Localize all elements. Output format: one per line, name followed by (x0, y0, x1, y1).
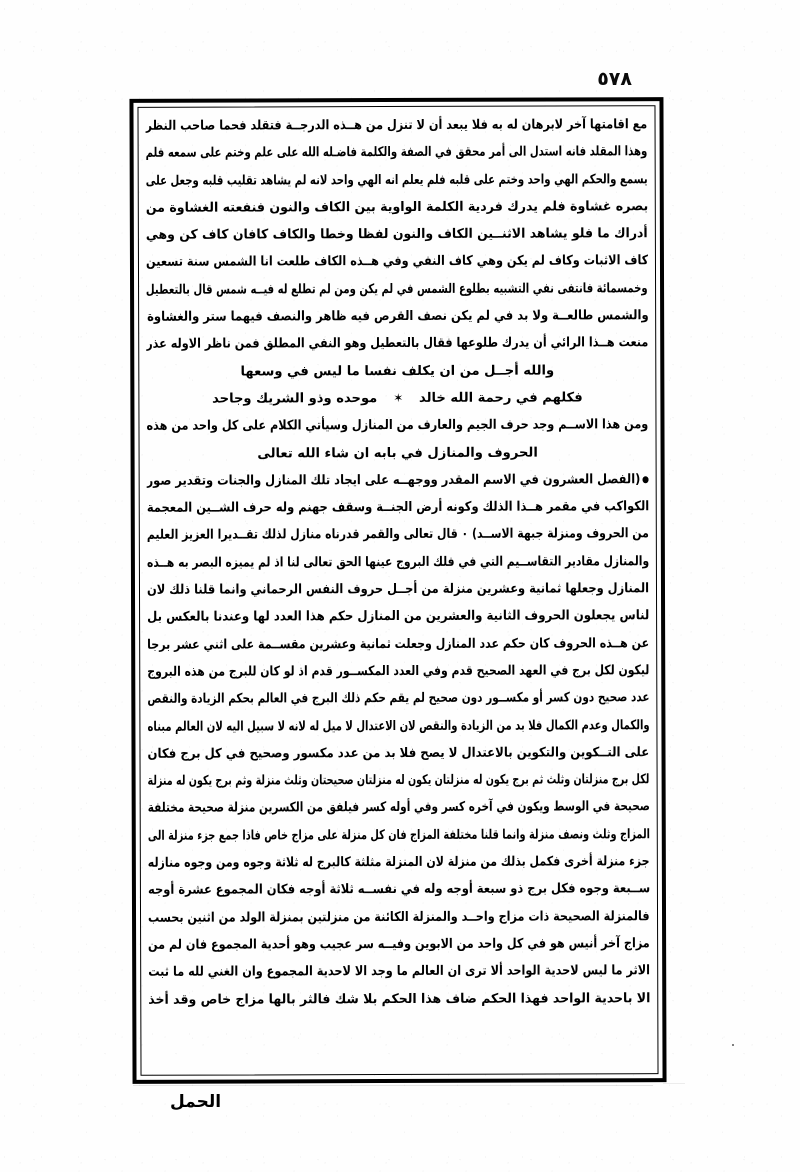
manuscript-line-text: لناس يجعلون الحروف الثانية والعشرين من المنازل حكم هذا العدد لها وعندنا بالعكس بل (147, 608, 650, 626)
manuscript-line-text: الا باحدية الواحد فهذا الحكم ضاف هذا الحكم بلا شك فالثر بالها مزاج خاص وقد أخذ (148, 990, 651, 1008)
manuscript-line-text: وخمسمائة فانتفى نفي التشبيه بطلوع الشمس في لم يكن ومن لم تطلع له فيــه شمس قال بالتعطيل (146, 280, 649, 298)
manuscript-line-text: مزاج آخر أنيس هو في كل واحد من الابوين وفيــه سر عجيب وهو أحدية المجموع فان لم من (148, 936, 651, 953)
scan-artifact-line (663, 1083, 685, 1084)
manuscript-line (147, 630, 649, 659)
section-bullet-icon (643, 476, 649, 483)
manuscript-line-text: يسمع والحكم الهي واحد وختم على قلبه فلم يعلم انه الهي واحد لانه لم يشاهد تقليب قلبه وجعل على (145, 171, 648, 189)
manuscript-line-text: والشمس طالعــة ولا بد في لم يكن نصف القرص فيه ظاهر والنصف فيهما ستر والغشاوة (146, 308, 649, 325)
manuscript-line (147, 548, 649, 577)
manuscript-line (147, 575, 649, 604)
manuscript-line-text: والله أجــل من ان يكلف نفسا ما ليس في وسعها (240, 363, 555, 380)
manuscript-line (146, 248, 648, 277)
manuscript-line (147, 684, 649, 713)
manuscript-line (148, 766, 650, 795)
manuscript-line (146, 166, 648, 195)
manuscript-line-text: الحروف والمنازل في بابه ان شاء الله تعالى (257, 445, 538, 462)
manuscript-line-tail (146, 357, 648, 386)
manuscript-line (145, 111, 647, 140)
manuscript-line-text: المنازل وجعلها ثمانية وعشرين منزلة من أجــل حروف النفس الرحماني وانما قلنا ذلك لان (146, 581, 650, 598)
verse-hemistich-left: موحده وذو الشريك وجاحد (212, 391, 378, 407)
manuscript-line-text: ليكون لكل برج في العهد الصحيح قدم وفي العدد المكســور قدم اذ لو كان للبرج من هذه البروج (147, 663, 650, 680)
scan-artifact-line (133, 1085, 653, 1086)
manuscript-line-text: والمنازل مقادير التقاســيم التي في فلك البروج عينها الحق تعالى لنا اذ لم يميزه البصر به هــذه (146, 553, 649, 571)
manuscript-line-text: كاف الاثبات وكاف لم يكن وهي كاف النفي وفي هــذه الكاف طلعت انا الشمس سنة تسعين (145, 253, 648, 271)
manuscript-line (147, 657, 649, 686)
section-opening-text (147, 466, 649, 495)
manuscript-line-text: صحيحة في الوسط ويكون في آخره كسر وفي أوله كسر فيلفق من الكسرين منزلة صحيحة مختلفة (147, 799, 650, 817)
manuscript-line-text: (الفصل العشرون في الاسم المقدر ووجهــه على ايجاد تلك المنازل والجنات وتقدير صور (146, 472, 641, 489)
manuscript-line (147, 712, 649, 741)
manuscript-line (147, 493, 649, 522)
manuscript-line-text: المزاج وثلث ونصف منزلة وانما قلنا مختلفة المزاج فان كل منزلة على مزاج خاص فاذا جمع جزء منزلة الى (147, 826, 650, 844)
manuscript-line (146, 139, 648, 168)
manuscript-verse-line (146, 384, 648, 413)
manuscript-line-text: منعت هــذا الرائي أن يدرك طلوعها فقال بالتعطيل وهو النفي المطلق فمن ناظر الاوله عذر (146, 335, 649, 353)
manuscript-line-text: ومن هذا الاســم وجد حرف الجيم والعارف من المنازل وسيأتي الكلام على كل واحد من هذه (146, 417, 649, 435)
text-frame-border (129, 97, 666, 1084)
manuscript-line (146, 220, 648, 249)
manuscript-line-text: لكل برج منزلتان وثلث ثم برج يكون له منزلتان يكون له منزلتان صحيحتان وثلث منزلة وثم برج يكون له منزلة (147, 772, 650, 789)
manuscript-line (147, 521, 649, 550)
manuscript-line (147, 603, 649, 632)
manuscript-line-text: بصره غشاوة فلم يدرك فردية الكلمة الواوية بين الكاف والنون فنفعته الغشاوة من (145, 199, 648, 216)
manuscript-line (146, 330, 648, 359)
manuscript-section-heading (147, 466, 649, 495)
manuscript-line (148, 821, 650, 850)
manuscript-line-text: أدراك ما فلو يشاهد الاثنــين الكاف والنون لفظا وخطا والكاف كافان كاف كن وهي (146, 226, 648, 243)
manuscript-line-text: عن هــذه الحروف كان حكم عدد المنازل وجعلت ثمانية وعشرين مقســمة على اثني عشر برجا (147, 635, 650, 653)
manuscript-line (148, 794, 650, 823)
catchword: الحمل (170, 1092, 222, 1112)
manuscript-line-text: الكواكب في مقمر هــذا الذلك وكونه أرض الجنــة وسقف جهنم وله حرف الشــين المعجمة (146, 499, 649, 516)
manuscript-line (148, 957, 650, 986)
manuscript-line (148, 848, 650, 877)
manuscript-line (148, 903, 650, 932)
manuscript-line-text: والكمال وعدم الكمال فلا بد من الزيادة والنقص لان الاعتدال لا ميل له لانه لا سبيل اليه لان العالم مبناه (147, 717, 650, 735)
manuscript-text-body (145, 111, 650, 1070)
manuscript-line (146, 411, 648, 440)
manuscript-line-text: فالمنزلة الصحيحة ذات مزاج واحــد والمنزلة الكائنة من منزلتين بمنزلة الولد من اثنين بحسب (148, 908, 651, 926)
manuscript-line-text: جزء منزلة أخرى فكمل بذلك من منزلة لان المنزلة مثلثة كالبرج له ثلاثة وجوه ومن وجوه منازله (148, 854, 650, 871)
manuscript-line-text: الاثر ما ليس لاحدية الواحد ألا ترى ان العالم ما وجد الا لاحدية المجموع وان الغني لله ما ثبت (148, 963, 651, 980)
verse-separator-star: ✶ (393, 390, 404, 405)
manuscript-line (148, 985, 650, 1014)
scan-artifact-dot (732, 1044, 734, 1046)
manuscript-line (146, 275, 648, 304)
manuscript-line (148, 876, 650, 905)
manuscript-line-tail (147, 439, 649, 468)
verse-hemistich-right: فكلهم في رحمة الله خالد (418, 390, 583, 407)
manuscript-line-text: عدد صحيح دون كسر أو مكســور دون صحيح لم يقم حكم ذلك البرج في العالم بحكم الزيادة والنقص (147, 690, 650, 708)
manuscript-line-text: على التــكوين والتكوين بالاعتدال لا يصح فلا بد من عدد مكسور وصحيح في كل برج فكان (147, 745, 650, 762)
manuscript-line-text: وهذا المقلد فانه استدل الى أمر محقق في الصفة والكلمة فاضـله الله على علم وختم على سمعه فلم (145, 144, 648, 162)
manuscript-line-text: ســبعة وجوه فكل برج ذو سبعة أوجه وله في نفســه ثلاثة أوجه فكان المجموع عشرة أوجه (147, 881, 650, 899)
manuscript-line (146, 193, 648, 222)
manuscript-line (148, 930, 650, 959)
manuscript-line-text: مع اقامتها آخر لابرهان له به فلا يبعد أن لا تنزل من هــذه الدرجــة فتقلد فحما صاحب النظر (145, 117, 648, 134)
manuscript-line-text: من الحروف ومنزلة جبهة الاســد) ۰ قال تعالى والقمر قدرناه منازل لذلك تقــديرا العزيز العليم (146, 526, 649, 544)
manuscript-line (147, 739, 649, 768)
manuscript-line (146, 302, 648, 331)
page-number: ٥٧٨ (597, 68, 632, 90)
